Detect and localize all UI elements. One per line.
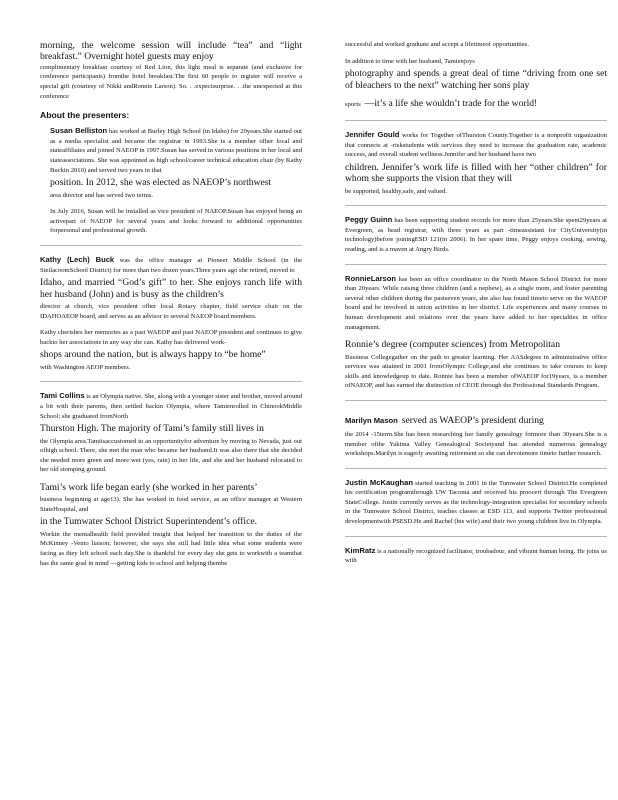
bio-kim	[345, 546, 607, 566]
marilyn-text-1: the 2014 -15term.She has been researching her family genealogy formore than 30years.She is a member ofthe Yakima Valley Genealogical Societyand has attended numerous genealogy workshops.Marilyn is eagerly awaiting retirement so she can devotemore timeto further research.	[345, 430, 607, 458]
divider	[345, 400, 607, 401]
tami-large-line: Thurston High. The majority of Tami’s family still lives in	[40, 423, 264, 435]
susan-paragraph-2: In July 2016, Susan will be installed as vice president of NAEOP.Susan has enjoyed being an activepart of NAEOP for several years and looks forward to additional opportunities forpersonal and professional growth.	[50, 208, 302, 235]
tami-continued-2: In addition to time with her husband, Tamienjoys	[345, 57, 475, 65]
divider	[40, 381, 302, 382]
susan-large-line: position. In 2012, she was elected as NAEOP’s northwest	[50, 177, 272, 189]
bio-ronnie	[345, 274, 607, 391]
bio-kathy	[40, 255, 302, 372]
jennifer-text-2: be supported, healthy,safe, and valued.	[345, 187, 448, 195]
marilyn-heading-line	[345, 410, 607, 428]
kathy-paragraph-1	[40, 255, 302, 275]
tami-text-2: the Olympia area.Tamiisaccustomed to an opportunityfor adventure by moving to Nevada, just out ofhigh school. There, she met the man who became her husband.It was also there that she decided she needed more green and more wet (yes, rain) in her life, and she and her husband relocated to her old stomping ground.	[40, 437, 302, 474]
kathy-text-2: director at church, vice president ofher local Rotary chapter, field service chair on the IDAHOAEOP board, and serves as an advisor to several NAEOP board members.	[40, 302, 302, 320]
bio-susan	[40, 126, 302, 236]
peggy-text-1: has been supporting student records for more than 25years.She spent29years at Evergreen, as head registrar, with three years as part -timeassistant for CityUniversity(in technology)before joiningESD 121(in 2006). In her spare time, Peggy enjoys cooking, sewing, reading, and is a maven at Angry Birds.	[345, 217, 607, 253]
tami-continued-end	[345, 93, 607, 111]
tami-continued-closing: —it’s a life she wouldn’t trade for the world!	[364, 98, 538, 109]
left-column	[40, 40, 302, 575]
right-column	[345, 40, 607, 573]
ronnie-name: RonnieLarson	[345, 273, 397, 283]
tami-continued-sports: sports	[345, 101, 361, 108]
tami-paragraph-1	[40, 391, 302, 421]
intro-large-text: morning, the welcome session will include “tea” and “light breakfast.” Overnight hotel guests may enjoy	[40, 40, 302, 63]
bio-justin	[345, 478, 607, 527]
kathy-name: Kathy (Lech) Buck	[40, 254, 115, 264]
kathy-paragraph-2: Kathy cherishes her memories as a past WAEOP and past NAEOP president and continues to give backto her associations in any way she can. Kathy has delivered work-	[40, 329, 302, 346]
divider	[345, 468, 607, 469]
divider	[345, 536, 607, 537]
justin-name: Justin McKaughan	[345, 477, 413, 487]
ronnie-paragraph-1	[345, 274, 607, 333]
susan-paragraph-1	[50, 126, 302, 175]
peggy-name: Peggy Guinn	[345, 215, 393, 225]
intro-small-text: complimentary breakfast courtesy of Red Lion, this light meal is separate (and exclusive for conference participants) fromthe hotel breakfast.The first 60 people to register will receive a special gift (courtesy of Nikki andRonnie Larson). So. . .expectsurprise. . .the unexpected at this conference	[40, 63, 302, 100]
divider	[345, 120, 607, 121]
tami-continued-large: photography and spends a great deal of time “driving from one set of bleachers to the next” watching her sons play	[345, 68, 607, 91]
jennifer-name: Jennifer Gould	[345, 130, 400, 139]
marilyn-large-text: served as WAEOP’s president during	[401, 414, 544, 426]
tami-text-3: business beginning at age13). She has worked in food service, as an office manager at Western StateHospital, and	[40, 496, 302, 513]
tami-text-1: is an Olympia native. She, along with a younger sister and brother, moved around a bit with their parents, then settled backin Olympia, where Tamienrolled in ChinookMiddle School; she graduated fromNorth	[40, 393, 302, 420]
tami-large-line-3: in the Tumwater School District Superintendent’s office.	[40, 516, 257, 528]
ronnie-large-line: Ronnie’s degree (computer sciences) from Metropolitan	[345, 339, 560, 351]
presenters-heading: About the presenters:	[40, 110, 130, 121]
kim-name: KimRatz	[345, 545, 376, 555]
peggy-paragraph-1	[345, 215, 607, 254]
kathy-large-line: Idaho, and married “God’s gift” to her. She enjoys ranch life with her husband (John) and is busy as the children’s	[40, 277, 302, 300]
susan-text-2: area director and has served two terms.	[50, 191, 154, 199]
divider	[345, 264, 607, 265]
kim-text-1: is a nationally recognized facilitator, troubadour, and vibrant human being. He joins us with	[345, 547, 607, 565]
susan-name: Susan Belliston	[50, 126, 108, 136]
tami-large-line-2: Tami’s work life began early (she worked in her parents’	[40, 481, 258, 493]
kathy-text-3: with Washington AEOP members.	[40, 363, 131, 371]
justin-text-1: started teaching in 2001 in the Tumwater School District.He completed his certification programthrough UW Tacoma and received his proocert through The Evergreen StateCollege. Justin currently serves as the technology-integration specialist for secondary schools in the Tumwater School District, teaches classes at ESD 113, and supports Twitter professional developmentwith PSESD.He and Rachel (his wife) and their two young children live in Olympia.	[345, 479, 608, 526]
kim-paragraph-1	[345, 546, 607, 566]
justin-paragraph-1	[345, 478, 607, 527]
kathy-large-line-2: shops around the nation, but is always happy to “be home”	[40, 349, 266, 361]
ronnie-text-2: Business Collegegather on the path to greater learning. Her AASdegree in administrative office services was attained in 2001 fromOlympic College,and she continues to take courses to keep skills and knowledgeup to date. Ronnie has been a member ofWAEOP for19years, is a member ofNAEOP, and has earned the distinction of CEOE through the Professional Standards Program.	[345, 353, 607, 390]
jennifer-large-line: children. Jennifer’s work life is filled with her “other children” for whom she supports the vision that they will	[345, 161, 607, 185]
bio-peggy	[345, 215, 607, 254]
bio-jennifer	[345, 130, 607, 196]
divider	[40, 245, 302, 246]
tami-continued-1: successful and worked graduate and accept a lifetimeof opportunities.	[345, 41, 530, 48]
marilyn-name: Marilyn Mason	[345, 415, 398, 425]
jennifer-paragraph-1	[345, 130, 607, 160]
divider	[345, 205, 607, 206]
ronnie-text-1: has been an office coordinator in the North Mason School District for more than 20years. While raising three children (and a nephew), as a single mom, and foster parenting several other children during the pastseven years, she also has found timeto serve on the WAEOP board and be involved in union activities in her district. Life experiences and many courses in human development and relations over the years have added to her specialties in office management.	[345, 275, 607, 331]
bio-tami	[40, 391, 302, 568]
jennifer-text-1: works for Together ofThurston County.Together is a nonprofit organization that connects at -riskstudents with services they need to increase the graduation rate, academic success, and overall student wellness.Jennifer and her husband have two	[345, 132, 607, 159]
bio-marilyn	[345, 410, 607, 459]
susan-text-1: has worked at Burley High School (in Idaho) for 20years.She started out as a media specialist and became the registrar in 1993.She is a member ofher local and stateaffiliates and joined NAEOP in 1997.Susan has served in various positions in her local and stateassociations. She was appointed as high school/career technical education chair (by Kathy Buckin 2010) and served two years in that	[50, 128, 302, 174]
kathy-text-1: was the office manager at Pioneer Middle School (in the SteilacoomSchool District) for more than two dozen years.Three years ago she retired, moved to	[40, 256, 302, 274]
tami-name: Tami Collins	[40, 391, 85, 401]
tami-text-4: Workin the mentalhealth field provided insight that helped her transition to the duties of the McKinney -Vento liaison; however, she says she still had little idea what some students were facing as they left school each day.She is thankful for every day she gets to workwith a teamthat has the same goal in mind —getting kids to school and helping thembe	[40, 530, 302, 567]
